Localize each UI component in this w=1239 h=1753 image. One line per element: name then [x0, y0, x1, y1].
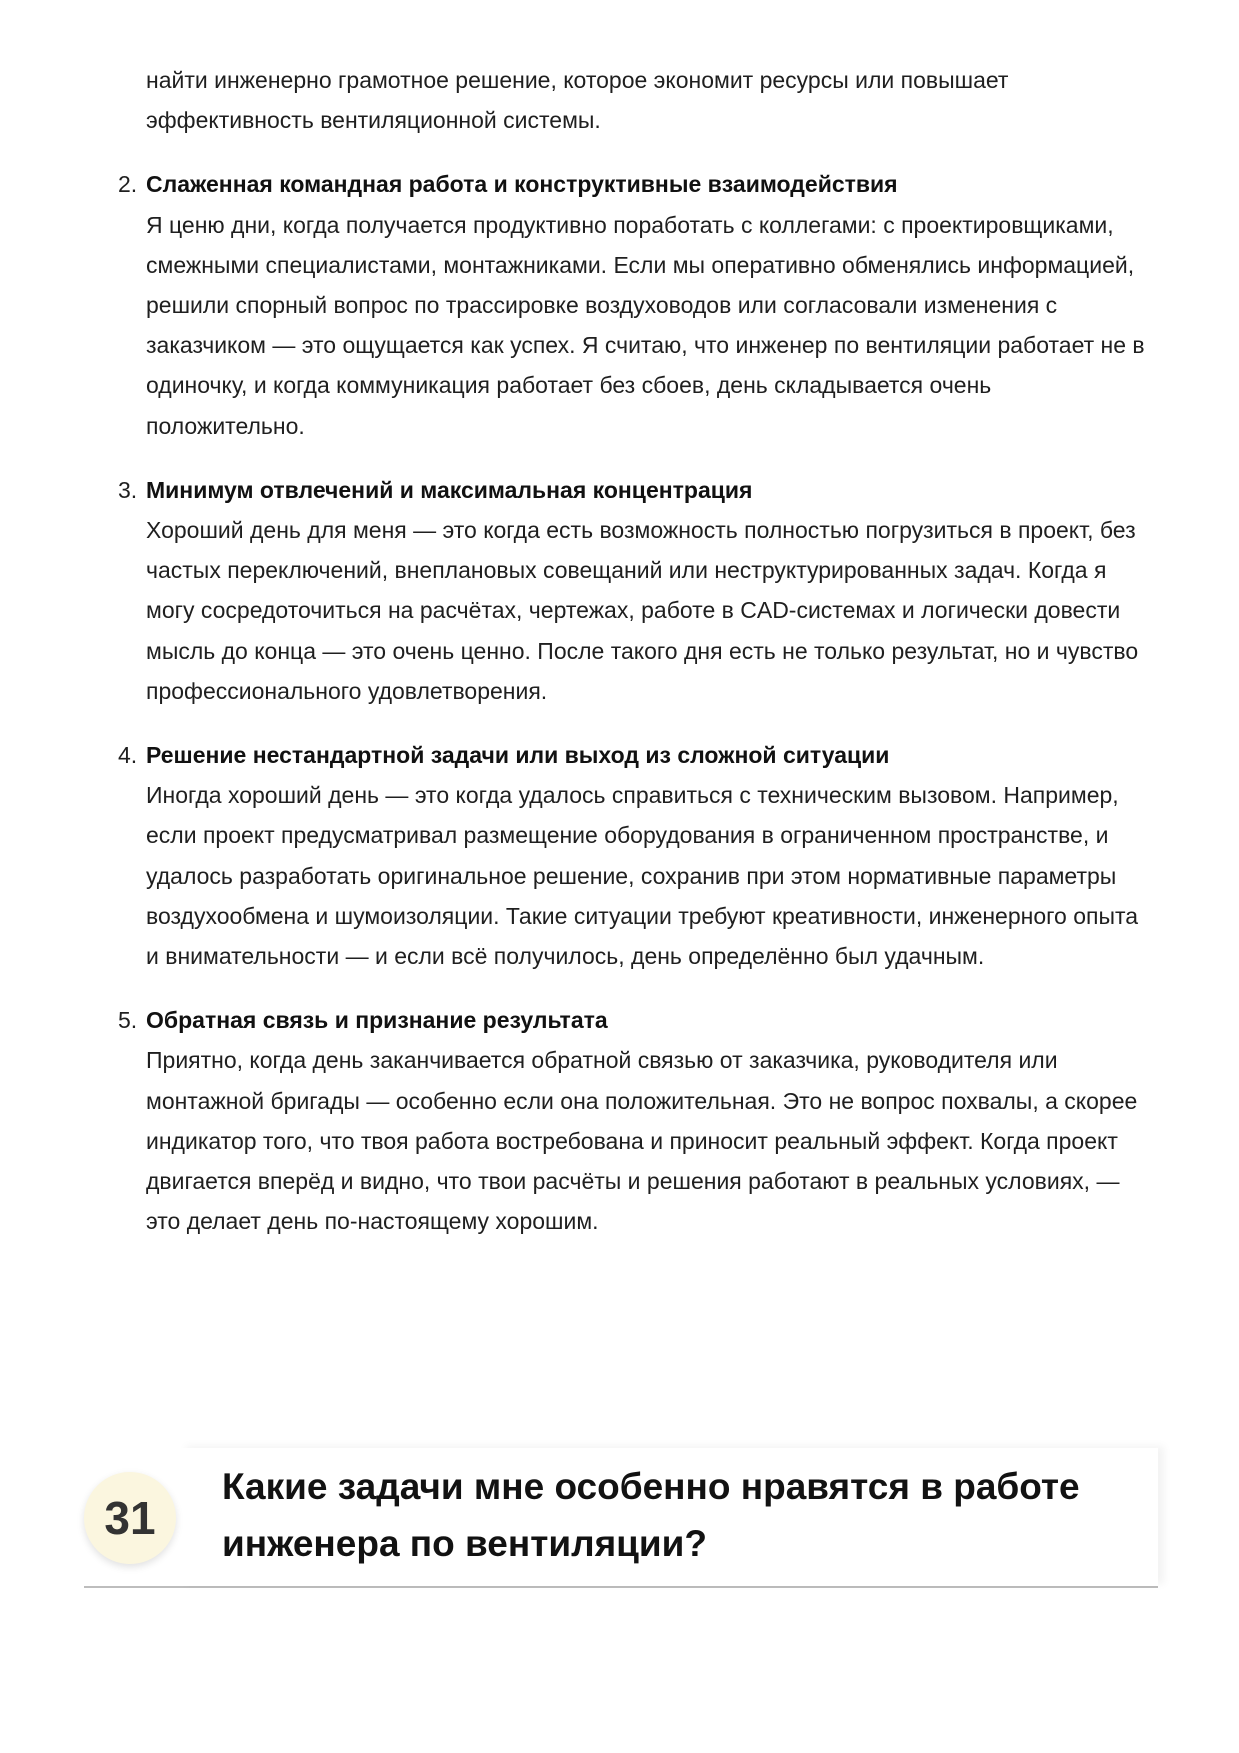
list-item-number: 5. — [118, 1007, 138, 1034]
list-item-title: Обратная связь и признание результата — [146, 1007, 608, 1034]
list-item-body: Иногда хороший день — это когда удалось справиться с техническим вызовом. Например, если проект предусматривал размещение оборудования в ограниченном пространстве, и удалось разработать оригинальное решение, сохранив при этом нормативные параметры воздухообмена и шумоизоляции. Такие ситуации требуют креативности, инженерного опыта и внимательности — и если всё получилось, день определённо был удачным. — [146, 782, 1139, 970]
question-title: Какие задачи мне особенно нравятся в работе инженера по вентиляции? — [222, 1466, 1080, 1564]
list-item-body: Хороший день для меня — это когда есть возможность полностью погрузиться в проект, без частых переключений, внеплановых совещаний или неструктурированных задач. Когда я могу сосредоточиться на расчётах, чертежах, работе в CAD-системах и логически довести мысль до конца — это очень ценно. После такого дня есть не только результат, но и чувство профессионального удовлетворения. — [146, 517, 1139, 704]
list-item — [118, 470, 1146, 711]
list-item-title: Минимум отвлечений и максимальная концентрация — [146, 476, 753, 503]
document-content — [118, 60, 1146, 1265]
list-item-number: 3. — [118, 476, 138, 503]
question-number-badge: 31 — [84, 1472, 176, 1564]
list-item-number: 4. — [118, 742, 138, 769]
list-item — [118, 164, 1146, 445]
list-item-title: Решение нестандартной задачи или выход из сложной ситуации — [146, 742, 890, 769]
list-item-title: Слаженная командная работа и конструктивные взаимодействия — [146, 171, 898, 198]
list-item — [118, 1000, 1146, 1241]
numbered-list — [118, 164, 1146, 1241]
list-item — [118, 735, 1146, 976]
list-item-number: 2. — [118, 171, 138, 198]
list-item-body: Я ценю дни, когда получается продуктивно поработать с коллегами: с проектировщиками, смежными специалистами, монтажниками. Если мы оперативно обменялись информацией, решили спорный вопрос по трассировке воздуховодов или согласовали изменения с заказчиком — это ощущается как успех. Я считаю, что инженер по вентиляции работает не в одиночку, и когда коммуникация работает без сбоев, день складывается очень положительно. — [146, 211, 1145, 439]
intro-continuation: найти инженерно грамотное решение, которое экономит ресурсы или повышает эффективность вентиляционной системы. — [146, 67, 1009, 134]
question-header — [84, 1448, 1158, 1588]
list-item-body: Приятно, когда день заканчивается обратной связью от заказчика, руководителя или монтажной бригады — особенно если она положительная. Это не вопрос похвалы, а скорее индикатор того, что твоя работа востребована и приносит реальный эффект. Когда проект двигается вперёд и видно, что твои расчёты и решения работают в реальных условиях, — это делает день по-настоящему хорошим. — [146, 1047, 1138, 1235]
